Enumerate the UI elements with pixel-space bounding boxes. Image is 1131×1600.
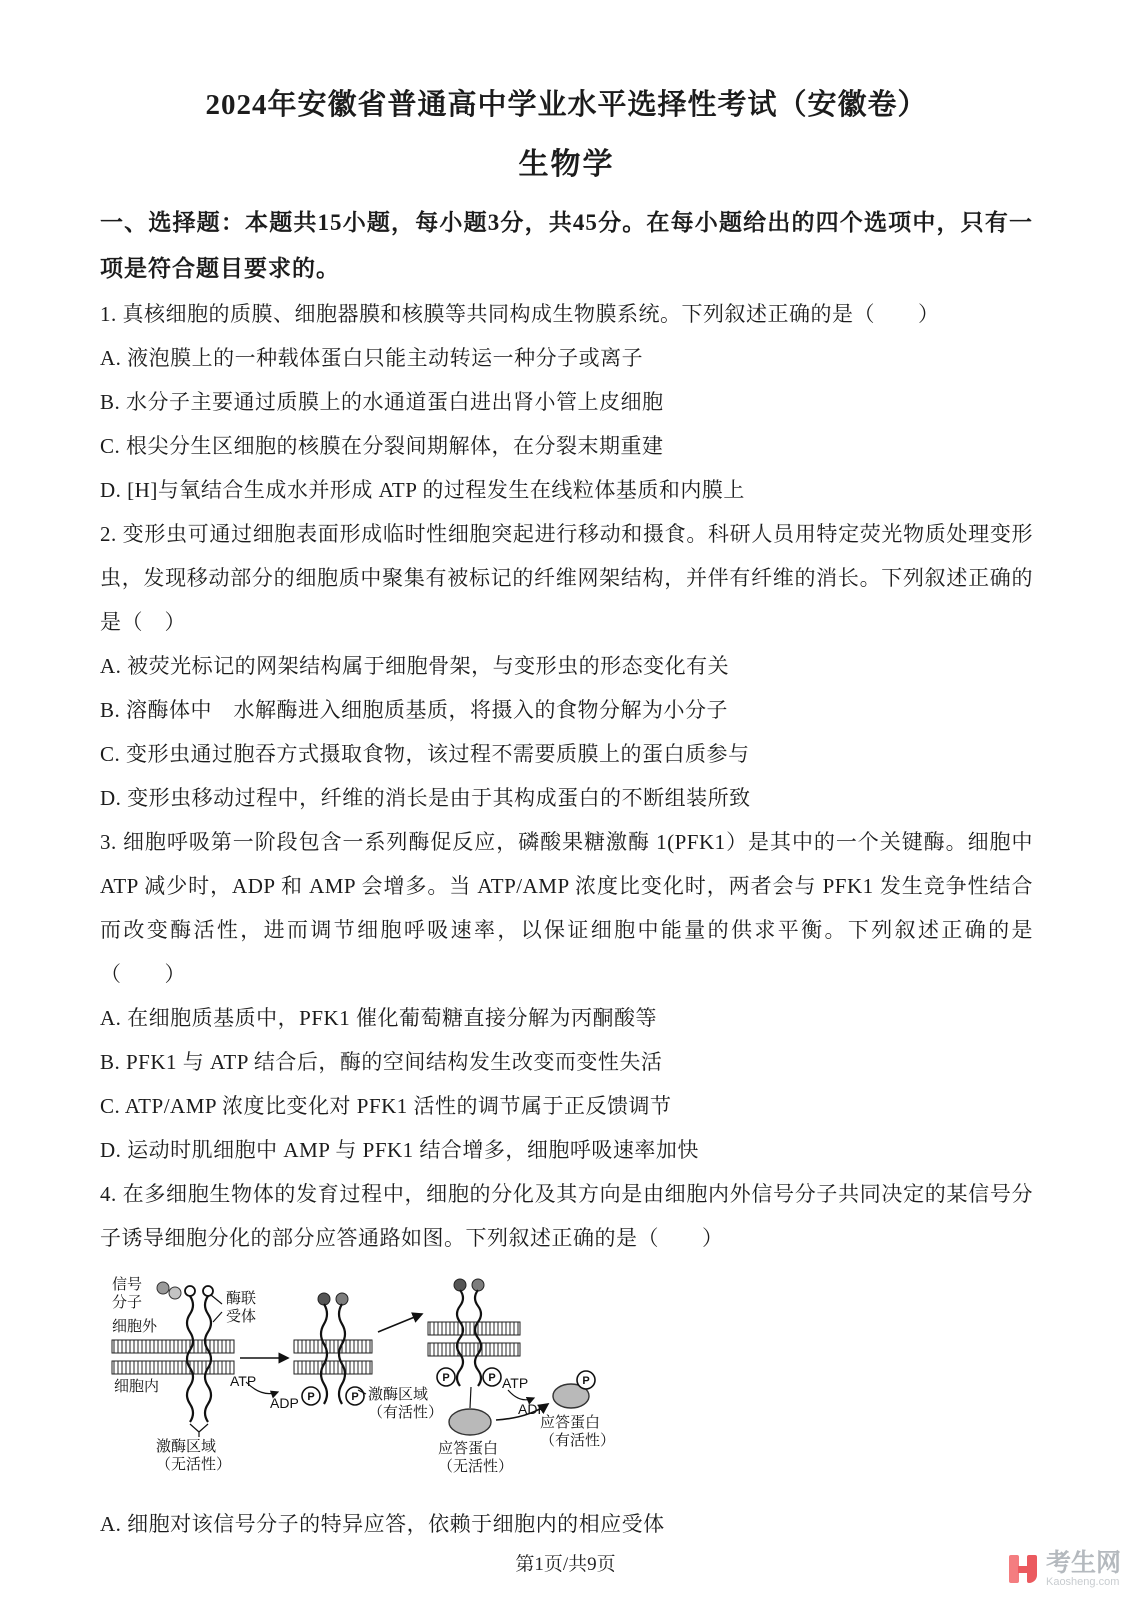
q4-signal-pathway-diagram (108, 1274, 653, 1492)
label-atp-left: ATP (230, 1373, 257, 1389)
activation-arrow-2 (378, 1314, 422, 1332)
question-1-option-b: B. 水分子主要通过质膜上的水通道蛋白进出肾小管上皮细胞 (100, 390, 664, 414)
phosphate-label: P (351, 1391, 359, 1403)
watermark-domain: Kaosheng.com (1045, 1576, 1120, 1588)
question-3-option-a: A. 在细胞质基质中，PFK1 催化葡萄糖直接分解为丙酮酸等 (100, 1006, 657, 1030)
page-title: 2024年安徽省普通高中学业水平选择性考试（安徽卷） (205, 89, 928, 121)
subject-title: 生物学 (518, 148, 615, 181)
kaosheng-logo-icon (1007, 1553, 1039, 1585)
membrane-segment-2 (294, 1340, 372, 1374)
watermark (1007, 1550, 1121, 1588)
label-response-protein-inactive-line1: 应答蛋白 (438, 1440, 499, 1457)
label-atp-right: ATP (502, 1375, 529, 1391)
question-2-option-b: B. 溶酶体中 水解酶进入细胞质基质，将摄入的食物分解为小分子 (100, 698, 729, 722)
label-kinase-region-active (368, 1386, 443, 1422)
question-3-stem: 3. 细胞呼吸第一阶段包含一系列酶促反应，磷酸果糖激酶 1(PFK1）是其中的一个关键酶。细胞中 ATP 减少时，ADP 和 AMP 会增多。当 ATP/AMP 浓度比变化时，两者会与 PFK1 发生竞争性结合而改变酶活性，进而调节细胞呼吸速率，以保证细胞中能量的供求平衡。下列叙述正确的是（ ） (100, 830, 1033, 986)
label-kinase-region-active-line1: 激酶区域 (368, 1386, 429, 1403)
question-1-option-c: C. 根尖分生区细胞的核膜在分裂间期解体，在分裂末期重建 (100, 434, 664, 458)
label-signal-molecule-line2: 分子 (112, 1294, 143, 1311)
label-response-protein-active-line2: （有活性） (540, 1432, 616, 1449)
footer-page-indicator: 第1页/共9页 (515, 1554, 616, 1575)
response-protein-inactive (449, 1387, 491, 1435)
question-2-option-d: D. 变形虫移动过程中，纤维的消长是由于其构成蛋白的不断组装所致 (100, 786, 751, 810)
watermark-text (1046, 1550, 1121, 1588)
label-signal-molecule (112, 1276, 142, 1312)
membrane-segment-1 (112, 1340, 234, 1374)
receptor-label-brace (211, 1295, 222, 1322)
watermark-name: 考生网 (1045, 1549, 1121, 1577)
label-response-protein-inactive-line2: （无活性） (438, 1458, 514, 1475)
page-content (100, 86, 1033, 1546)
label-kinase-region-active-line2: （有活性） (368, 1404, 444, 1421)
phosphate-label: P (307, 1391, 315, 1403)
label-adp-right: ADP (518, 1401, 547, 1417)
question-4-option-a: A. 细胞对该信号分子的特异应答，依赖于细胞内的相应受体 (100, 1512, 665, 1536)
question-1-option-a: A. 液泡膜上的一种载体蛋白只能主动转运一种分子或离子 (100, 346, 644, 370)
phosphate-label: P (488, 1372, 496, 1384)
phosphate-label: P (582, 1375, 590, 1387)
label-adp-left: ADP (270, 1395, 299, 1411)
label-signal-molecule-line1: 信号 (112, 1276, 143, 1293)
section-header: 一、选择题：本题共15小题，每小题3分，共45分。在每小题给出的四个选项中，只有一项是符合题目要求的。 (100, 210, 1033, 281)
question-3-option-c: C. ATP/AMP 浓度比变化对 PFK1 活性的调节属于正反馈调节 (100, 1094, 672, 1118)
label-response-protein-active (540, 1414, 615, 1450)
kinase-inactive-brace (190, 1424, 208, 1437)
question-1-option-d: D. [H]与氧结合生成水并形成 ATP 的过程发生在线粒体基质和内膜上 (100, 478, 745, 502)
question-4-stem: 4. 在多细胞生物体的发育过程中，细胞的分化及其方向是由细胞内外信号分子共同决定的某信号分子诱导细胞分化的部分应答通路如图。下列叙述正确的是（ ） (100, 1182, 1033, 1250)
question-2-option-a: A. 被荧光标记的网架结构属于细胞骨架，与变形虫的形态变化有关 (100, 654, 730, 678)
label-response-protein-inactive (438, 1440, 513, 1476)
label-enzyme-linked-receptor-line2: 受体 (226, 1308, 257, 1325)
label-kinase-region-inactive-line1: 激酶区域 (156, 1438, 217, 1455)
label-enzyme-linked-receptor (226, 1290, 256, 1326)
question-3-option-d: D. 运动时肌细胞中 AMP 与 PFK1 结合增多，细胞呼吸速率加快 (100, 1138, 699, 1162)
question-1-stem: 1. 真核细胞的质膜、细胞器膜和核膜等共同构成生物膜系统。下列叙述正确的是（ ） (100, 302, 940, 326)
label-kinase-region-inactive-line2: （无活性） (156, 1456, 232, 1473)
label-enzyme-linked-receptor-line1: 酶联 (226, 1290, 257, 1307)
question-2-stem: 2. 变形虫可通过细胞表面形成临时性细胞突起进行移动和摄食。科研人员用特定荧光物质处理变形虫，发现移动部分的细胞质中聚集有被标记的纤维网架结构，并伴有纤维的消长。下列叙述正确的是（ ） (100, 522, 1033, 634)
question-3-option-b: B. PFK1 与 ATP 结合后，酶的空间结构发生改变而变性失活 (100, 1050, 663, 1074)
question-2-option-c: C. 变形虫通过胞吞方式摄取食物，该过程不需要质膜上的蛋白质参与 (100, 742, 750, 766)
label-kinase-region-inactive (156, 1438, 231, 1474)
label-intracellular: 细胞内 (114, 1378, 160, 1395)
receptor-inactive (185, 1286, 213, 1422)
phosphate-label: P (442, 1372, 450, 1384)
membrane-segment-3 (428, 1322, 520, 1356)
label-extracellular: 细胞外 (112, 1318, 158, 1335)
label-response-protein-active-line1: 应答蛋白 (540, 1414, 601, 1431)
response-protein-active (553, 1371, 595, 1408)
signal-molecule-icon (157, 1282, 181, 1299)
